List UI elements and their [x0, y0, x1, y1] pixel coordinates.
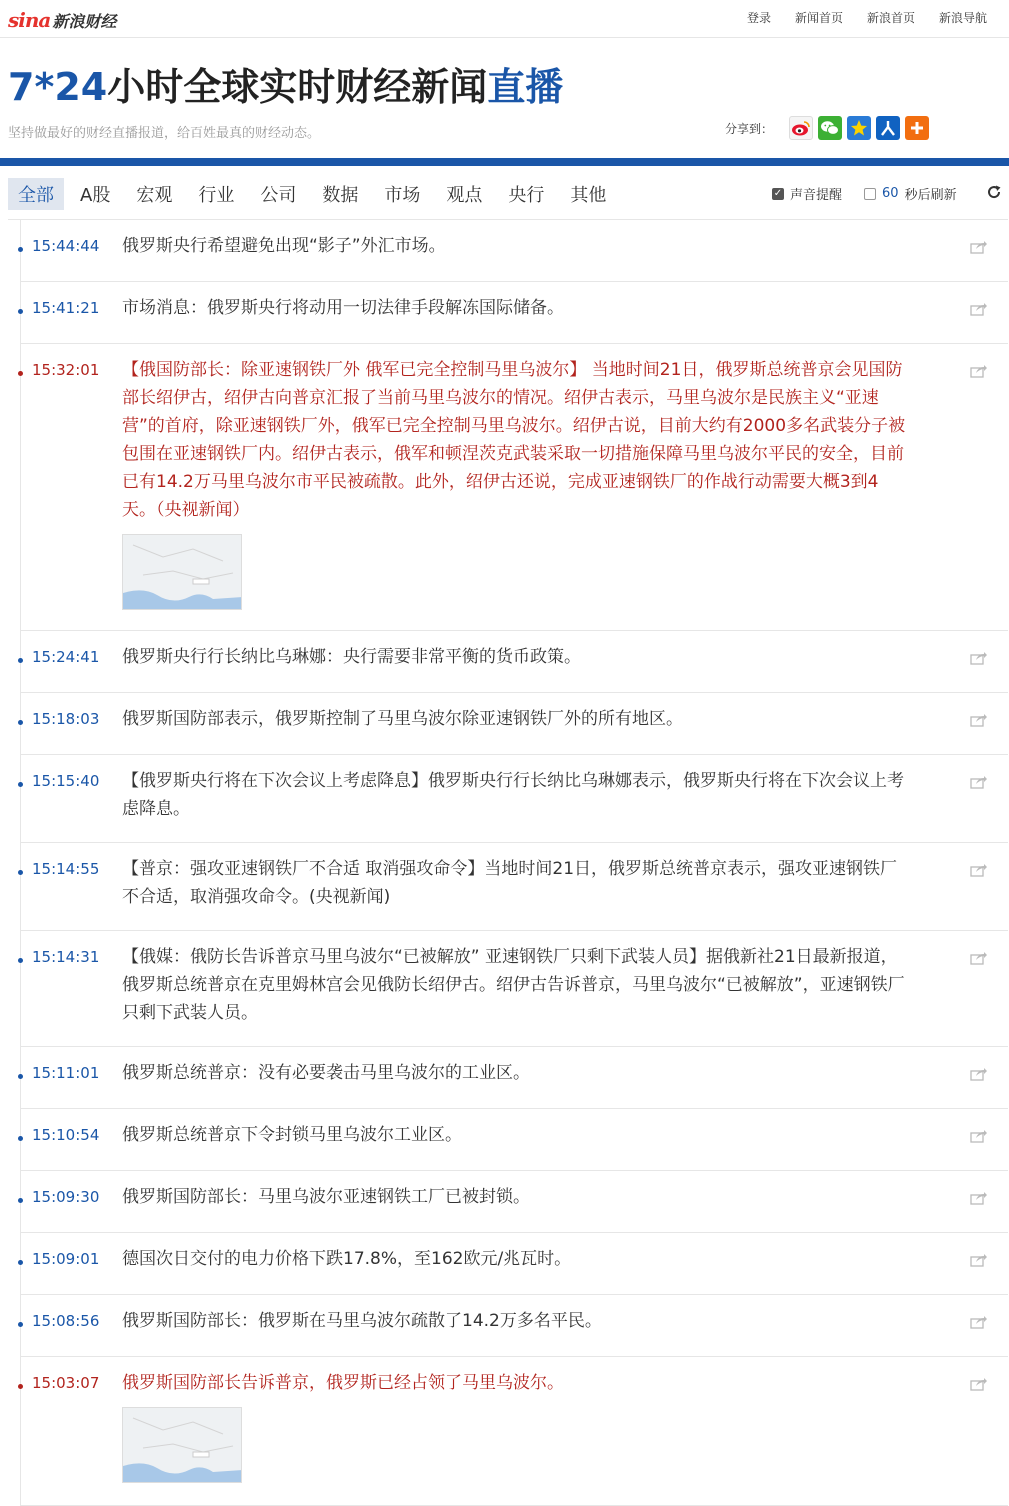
- share-icon[interactable]: [970, 712, 988, 726]
- feed-item: [20, 344, 1008, 631]
- feed-item: [20, 1109, 1008, 1171]
- tab-macro[interactable]: 宏观: [136, 185, 173, 206]
- feed-text: 俄罗斯央行行长纳比乌琳娜：央行需要非常平衡的货币政策。: [122, 647, 581, 667]
- tab-opinion[interactable]: 观点: [446, 185, 483, 206]
- feed-item: [20, 282, 1008, 344]
- timeline-dot: [18, 958, 23, 963]
- timeline-dot: [18, 1260, 23, 1265]
- title-part-2: 小时全球实时财经新闻: [107, 65, 488, 109]
- feed-time: 15:44:44: [32, 237, 100, 255]
- tab-market[interactable]: 市场: [384, 185, 421, 206]
- timeline-dot: [18, 247, 23, 252]
- login-link[interactable]: 登录: [746, 11, 771, 25]
- share-label: 分享到：: [725, 121, 774, 136]
- category-tabs: [8, 178, 622, 210]
- share-icon[interactable]: [970, 1252, 988, 1266]
- top-bar: [0, 0, 1009, 38]
- timeline-dot: [18, 782, 23, 787]
- timeline-dot: [18, 1322, 23, 1327]
- tab-all[interactable]: 全部: [8, 178, 64, 210]
- tab-a-share[interactable]: A股: [80, 185, 111, 206]
- share-icon[interactable]: [970, 1128, 988, 1142]
- sina-home-link[interactable]: 新浪首页: [866, 11, 915, 25]
- auto-refresh-checkbox[interactable]: [864, 188, 876, 200]
- share-icon[interactable]: [970, 950, 988, 964]
- feed-text: 俄罗斯国防部长：俄罗斯在马里乌波尔疏散了14.2万多名平民。: [122, 1311, 602, 1331]
- share-icon[interactable]: [970, 1376, 988, 1390]
- feed-item: [20, 1295, 1008, 1357]
- feed-item: [20, 1047, 1008, 1109]
- tab-data[interactable]: 数据: [322, 185, 359, 206]
- share-icon[interactable]: [970, 1190, 988, 1204]
- feed-item: [20, 843, 1008, 931]
- feed-time: 15:11:01: [32, 1064, 100, 1082]
- timeline-dot: [18, 1074, 23, 1079]
- map-thumbnail[interactable]: [122, 534, 242, 610]
- news-home-link[interactable]: 新闻首页: [794, 11, 843, 25]
- feed-time: 15:08:56: [32, 1312, 100, 1330]
- feed-time: 15:32:01: [32, 361, 100, 379]
- feed-text: 市场消息：俄罗斯央行将动用一切法律手段解冻国际储备。: [122, 298, 564, 318]
- feed-item: [20, 1171, 1008, 1233]
- qzone-icon[interactable]: [847, 116, 871, 140]
- tab-company[interactable]: 公司: [260, 185, 297, 206]
- timeline-dot: [18, 1384, 23, 1389]
- feed-text: 俄罗斯国防部长告诉普京，俄罗斯已经占领了马里乌波尔。: [122, 1373, 564, 1393]
- feed-time: 15:10:54: [32, 1126, 100, 1144]
- feed-time: 15:09:30: [32, 1188, 100, 1206]
- page-title: [8, 56, 563, 111]
- share-icon[interactable]: [970, 301, 988, 315]
- feed-time: 15:24:41: [32, 648, 100, 666]
- feed-text: 俄罗斯总统普京：没有必要袭击马里乌波尔的工业区。: [122, 1063, 530, 1083]
- share-icon[interactable]: [970, 363, 988, 377]
- feed-item: [20, 693, 1008, 755]
- share-icon[interactable]: [970, 1066, 988, 1080]
- feed-text: 【俄国防部长：除亚速钢铁厂外 俄军已完全控制马里乌波尔】 当地时间21日，俄罗斯总统普京会见国防部长绍伊古，绍伊古向普京汇报了当前马里乌波尔的情况。绍伊古表示，马里乌波尔是民族主义“亚速营”的首府，除亚速钢铁厂外，俄军已完全控制马里乌波尔。绍伊古说，目前大约有2000多名武装分子被包围在亚速钢铁厂内。绍伊古表示，俄军和顿涅茨克武装采取一切措施保障马里乌波尔平民的安全，目前已有14.2万马里乌波尔市平民被疏散。此外，绍伊古还说，完成亚速钢铁厂的作战行动需要大概3到4天。（央视新闻）: [122, 360, 906, 520]
- map-thumbnail[interactable]: [122, 1407, 242, 1483]
- feed-time: 15:14:55: [32, 860, 100, 878]
- feed-text: 【普京：强攻亚速钢铁厂不合适 取消强攻命令】当地时间21日，俄罗斯总统普京表示，强攻亚速钢铁厂不合适，取消强攻命令。(央视新闻): [122, 859, 898, 907]
- share-icon[interactable]: [970, 239, 988, 253]
- share-bar: [725, 116, 934, 140]
- sina-nav-link[interactable]: 新浪导航: [938, 11, 987, 25]
- feed-time: 15:09:01: [32, 1250, 100, 1268]
- feed-time: 15:41:21: [32, 299, 100, 317]
- tab-industry[interactable]: 行业: [198, 185, 235, 206]
- top-links: [723, 9, 987, 26]
- feed-item: [20, 1233, 1008, 1295]
- header-divider: [0, 158, 1009, 166]
- timeline-dot: [18, 720, 23, 725]
- more-icon[interactable]: [905, 116, 929, 140]
- feed-text: 俄罗斯国防部表示，俄罗斯控制了马里乌波尔除亚速钢铁厂外的所有地区。: [122, 709, 683, 729]
- refresh-label: 秒后刷新: [904, 188, 957, 203]
- share-icon[interactable]: [970, 862, 988, 876]
- share-icon[interactable]: [970, 650, 988, 664]
- sound-alert-label: 声音提醒: [790, 188, 843, 203]
- logo-brand: sina: [8, 8, 51, 32]
- sina-finance-logo[interactable]: [8, 8, 116, 32]
- share-icon[interactable]: [970, 774, 988, 788]
- feed-item: [20, 755, 1008, 843]
- renren-icon[interactable]: [876, 116, 900, 140]
- feed-time: 15:18:03: [32, 710, 100, 728]
- feed-text: 【俄媒：俄防长告诉普京马里乌波尔“已被解放” 亚速钢铁厂只剩下武装人员】据俄新社21日最新报道，俄罗斯总统普京在克里姆林宫会见俄防长绍伊古。绍伊古告诉普京，马里乌波尔“已被解放”，亚速钢铁厂只剩下武装人员。: [122, 947, 905, 1023]
- timeline-dot: [18, 309, 23, 314]
- feed-time: 15:15:40: [32, 772, 100, 790]
- feed-text: 俄罗斯总统普京下令封锁马里乌波尔工业区。: [122, 1125, 462, 1145]
- feed-text: 俄罗斯央行希望避免出现“影子”外汇市场。: [122, 236, 446, 256]
- feed-time: 15:03:07: [32, 1374, 100, 1392]
- timeline-dot: [18, 870, 23, 875]
- refresh-icon[interactable]: [986, 184, 1002, 204]
- feed-item: [20, 220, 1008, 282]
- logo-text: 新浪财经: [52, 11, 117, 31]
- tab-other[interactable]: 其他: [570, 185, 607, 206]
- timeline-dot: [18, 1198, 23, 1203]
- feed-item: [20, 1357, 1008, 1506]
- feed-text: 德国次日交付的电力价格下跌17.8%，至162欧元/兆瓦时。: [122, 1249, 572, 1269]
- feed-item: [20, 631, 1008, 693]
- timeline-dot: [18, 1136, 23, 1141]
- page-subtitle: 坚持做最好的财经直播报道，给百姓最真的财经动态。: [8, 126, 321, 141]
- feed-text: 俄罗斯国防部长：马里乌波尔亚速钢铁工厂已被封锁。: [122, 1187, 530, 1207]
- feed-time: 15:14:31: [32, 948, 100, 966]
- wechat-icon[interactable]: [818, 116, 842, 140]
- timeline-dot: [18, 658, 23, 663]
- refresh-seconds: 60: [882, 186, 899, 201]
- title-part-3: 直播: [487, 65, 564, 109]
- feed-text: 【俄罗斯央行将在下次会议上考虑降息】俄罗斯央行行长纳比乌琳娜表示，俄罗斯央行将在下次会议上考虑降息。: [122, 771, 904, 819]
- title-part-1: 7*24: [8, 65, 108, 109]
- feed-item: [20, 931, 1008, 1047]
- weibo-icon[interactable]: [789, 116, 813, 140]
- timeline-dot: [18, 371, 23, 376]
- tab-central-bank[interactable]: 央行: [508, 185, 545, 206]
- share-icon[interactable]: [970, 1314, 988, 1328]
- refresh-controls: [772, 184, 957, 203]
- sound-alert-checkbox[interactable]: ✓: [773, 188, 783, 199]
